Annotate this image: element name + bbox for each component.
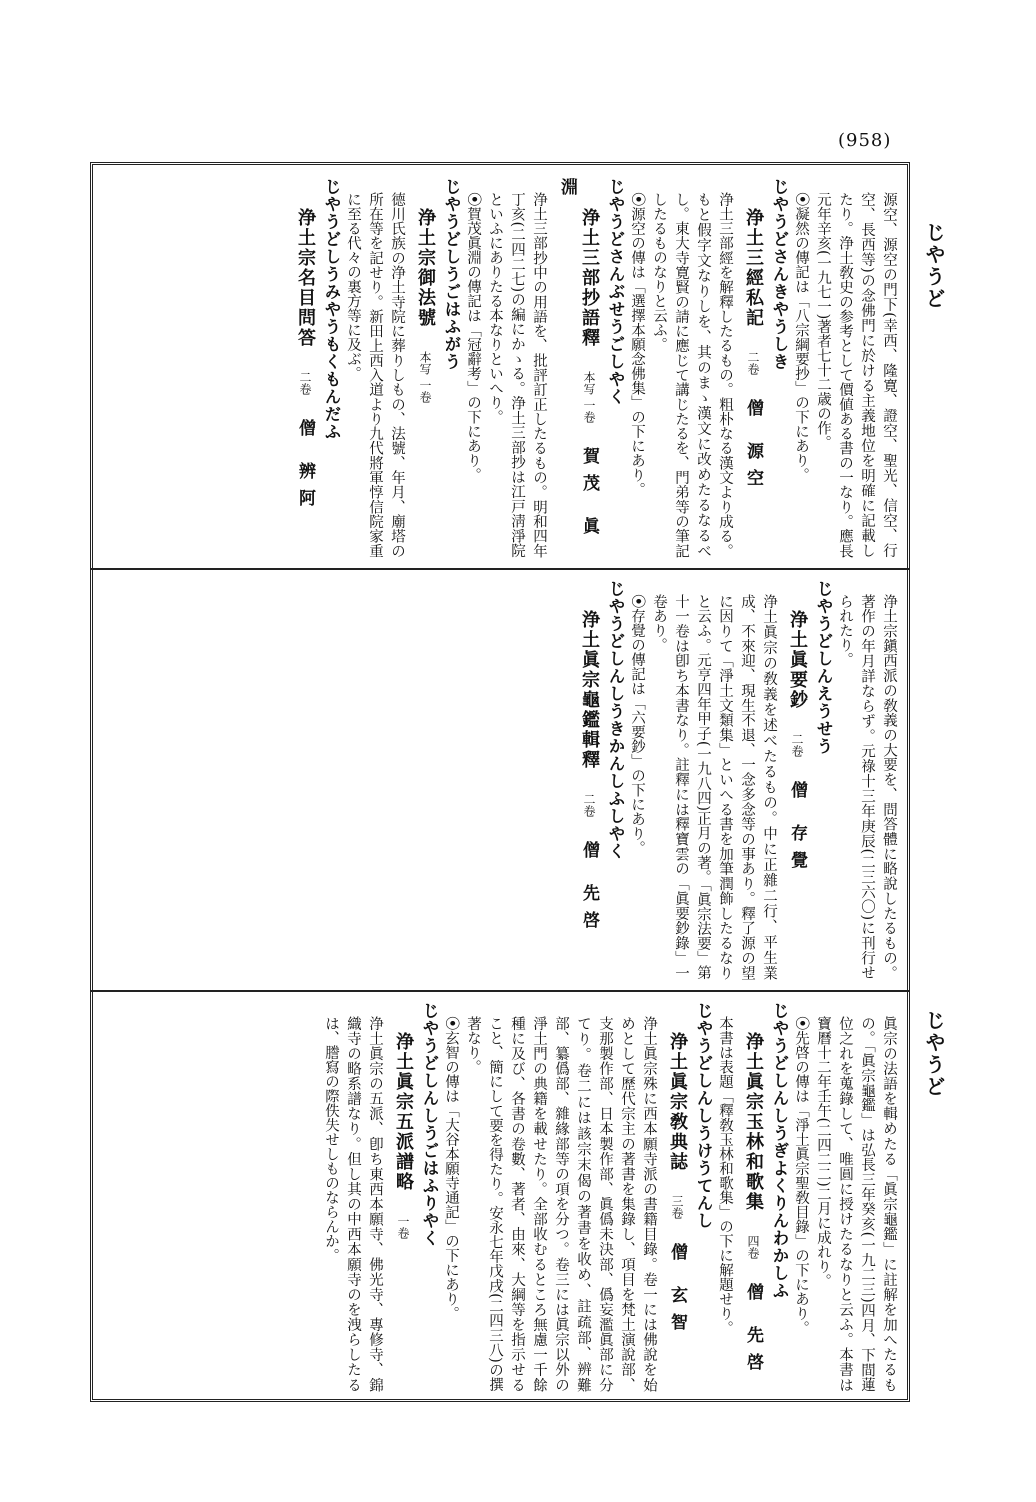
entry-note: ⦿玄智の傳は「大谷本願寺通記」の下にあり。 xyxy=(443,1016,459,1321)
entry-reading: じやうどしんしうぎよくりんわかしふ xyxy=(770,1002,789,1300)
entry-body xyxy=(462,178,550,558)
entry-title: 浄土三經私記 xyxy=(743,208,764,328)
entry-author: 僧 玄智 xyxy=(667,1243,687,1341)
entry-volumes: 二卷 xyxy=(790,732,804,757)
text-panel-top xyxy=(100,178,900,558)
entry-title: 浄土眞要鈔 xyxy=(787,610,808,710)
entry-note: ⦿先啓の傳は「淨土眞宗聖敎目錄」の下にあり。 xyxy=(793,1016,809,1335)
entry-paragraph: 源空、源空の門下(幸西、隆寛、證空、聖光、信空、行空、長西等)の念佛門に於ける主義地位を明確に記載したり。浄土敎史の参考として價値ある書の一なり。應長元年辛亥(一九七一)著者七十二歳の作。 xyxy=(815,192,897,558)
entry-reading: じやうどしんしうけうてんし xyxy=(694,1002,713,1230)
section-divider xyxy=(90,568,910,570)
entry-title: 浄土眞宗龜鑑輯釋 xyxy=(579,610,600,770)
text-panel-middle xyxy=(100,580,900,980)
running-head: じやうど xyxy=(922,222,946,310)
dictionary-entry xyxy=(626,580,834,980)
dictionary-entry xyxy=(578,580,626,980)
entry-note: ⦿賀茂眞淵の傳記は「冠辭考」の下にあり。 xyxy=(465,192,481,482)
entry-paragraph: 浄土眞宗の敎義を述べたるもの。中に正雜二行、平生業成、不來迎、現生不退、一念多念等の事あり。釋了源の望に因りて「淨土文類集」といへる書を加筆潤飾したるなりと云ふ。元亨四年甲子(一九八四)正月の著。「眞宗法要」第十一卷は卽ち本書なり。註釋には釋寶雲の「眞要鈔錄」一卷あり。 xyxy=(651,594,777,980)
page-number: (958) xyxy=(838,130,892,151)
entry-body xyxy=(626,580,780,980)
entry-paragraph: 浄土眞宗の五派、卽ち東西本願寺、佛光寺、專修寺、錦織寺の略系譜なり。但し其の中西本願寺のを洩らしたるは、謄寫の際佚失せしものならんか。 xyxy=(323,1016,383,1392)
entry-reading: じやうどさんきやうしき xyxy=(770,178,789,371)
entry-volumes: 二卷 xyxy=(582,792,596,817)
entry-body xyxy=(790,178,900,558)
entry-volumes: 四卷 xyxy=(746,1234,760,1259)
dictionary-entry xyxy=(834,580,900,980)
dictionary-entry xyxy=(440,1002,714,1392)
entry-body xyxy=(440,1002,660,1392)
entry-heading xyxy=(666,1002,688,1392)
section-divider xyxy=(90,990,910,992)
entry-reading: じやうどしうみやうもくもんだふ xyxy=(322,178,341,441)
entry-paragraph: 浄土三部經を解釋したるもの。粗朴なる漢文より成る。もと假字文なりしを、其のまゝ漢文に改めたるなるべし。東大寺寛賢の請に應じて講じたるを、門弟等の筆記したるものなりと云ふ。 xyxy=(651,192,733,558)
dictionary-entry xyxy=(790,178,900,558)
dictionary-entry xyxy=(294,178,342,558)
entry-heading xyxy=(578,580,600,980)
entry-heading xyxy=(786,580,808,980)
entry-heading xyxy=(392,1002,414,1392)
entry-heading xyxy=(556,178,600,558)
entry-title: 浄土眞宗五派譜略 xyxy=(393,1032,414,1192)
entry-paragraph: 浄土三部抄中の用語を、批評訂正したるもの。明和四年丁亥(二四二七)の編にかゝる。浄土三部抄は江戸淸淨院といふにありたる本なりといへり。 xyxy=(487,192,547,558)
entry-author: 僧 先啓 xyxy=(579,841,599,939)
entry-note: ⦿存覺の傳記は「六要鈔」の下にあり。 xyxy=(629,594,645,855)
entry-heading xyxy=(414,178,436,558)
entry-reading: じやうどしうごはふがう xyxy=(442,178,461,371)
entry-author: 僧 源空 xyxy=(743,399,763,497)
entry-reading: じやうどしんしうきかんしふしやく xyxy=(606,580,625,860)
text-panel-bottom xyxy=(100,1002,900,1392)
entry-reading: じやうどしんえうせう xyxy=(814,580,833,755)
entry-body xyxy=(834,580,900,980)
dictionary-entry xyxy=(790,1002,900,1392)
entry-volumes: 三卷 xyxy=(670,1194,684,1219)
entry-volumes: 本写 一卷 xyxy=(582,370,596,423)
entry-body xyxy=(342,178,408,558)
entry-title: 浄土眞宗玉林和歌集 xyxy=(743,1032,764,1212)
entry-volumes: 本写 一卷 xyxy=(418,350,432,403)
entry-note: ⦿凝然の傳記は「八宗綱要抄」の下にあり。 xyxy=(793,192,809,482)
entry-title: 浄土宗御法號 xyxy=(415,208,436,328)
entry-reading: じやうどさんぶせうごしやく xyxy=(606,178,625,406)
entry-volumes: 二卷 xyxy=(298,370,312,395)
entry-paragraph: 眞宗の法語を輯めたる「眞宗龜鑑」に註解を加へたるもの。「眞宗龜鑑」は弘長三年癸亥(一九二三)四月、下間蓮位之れを蒐錄して、唯圓に授けたるなりと云ふ。本書は寶曆十二年壬午(二四二二)二月に成れり。 xyxy=(815,1016,897,1392)
entry-body xyxy=(320,1002,386,1392)
entry-paragraph: 本書は表題「釋敎玉林和歌集」の下に解題せり。 xyxy=(717,1016,733,1335)
entry-author: 賀茂 眞淵 xyxy=(557,178,599,544)
entry-body xyxy=(626,178,736,558)
entry-reading: じやうどしんしうごはふりやく xyxy=(420,1002,439,1247)
entry-body xyxy=(790,1002,900,1392)
dictionary-entry xyxy=(462,178,626,558)
entry-author: 僧 先啓 xyxy=(743,1283,763,1381)
entry-volumes: 一卷 xyxy=(396,1214,410,1239)
entry-heading xyxy=(742,178,764,558)
entry-author: 僧 存覺 xyxy=(787,781,807,879)
entry-heading xyxy=(742,1002,764,1392)
entry-paragraph: 浄土眞宗殊に西本願寺派の書籍目錄。卷一には佛說を始めとして歷代宗主の著書を集錄し、項目を梵土演說部、支那製作部、日本製作部、眞僞未決部、僞妄濫眞部に分てり。卷二には該宗末偈の著書を收め、註疏部、辨難部、纂僞部、雜緣部等の項を分つ。卷三には眞宗以外の淨土門の典籍を載せたり。全部收むるところ無慮一千餘種に及び、各書の卷數、著者、由來、大綱等を指示せること、簡にして要を得たり。安永七年戊戌(二四三八)の撰著なり。 xyxy=(465,1016,657,1392)
entry-paragraph: 浄土宗鎭西派の敎義の大要を、問答體に略說したるもの。著作の年月詳ならず。元祿十三年庚辰(二三六〇)に刊行せられたり。 xyxy=(837,594,897,980)
entry-title: 浄土眞宗敎典誌 xyxy=(667,1032,688,1172)
dictionary-entry xyxy=(320,1002,440,1392)
entry-title: 浄土宗名目問答 xyxy=(295,208,316,348)
entry-note: ⦿源空の傳は「選擇本願念佛集」の下にあり。 xyxy=(629,192,645,497)
entry-title: 浄土三部抄語釋 xyxy=(579,208,600,348)
dictionary-entry xyxy=(714,1002,790,1392)
entry-body xyxy=(714,1002,736,1392)
entry-volumes: 二卷 xyxy=(746,350,760,375)
entry-paragraph: 德川氏族の浄土寺院に葬りしもの、法號、年月、廟塔の所在等を記せり。新田上西入道より九代將軍惇信院家重に至る代々の裏方等に及ぶ。 xyxy=(345,192,405,558)
entry-author: 僧 辨阿 xyxy=(295,419,315,517)
dictionary-entry xyxy=(342,178,462,558)
dictionary-entry xyxy=(626,178,790,558)
entry-heading xyxy=(294,178,316,558)
running-head: じやうど xyxy=(922,1010,946,1098)
